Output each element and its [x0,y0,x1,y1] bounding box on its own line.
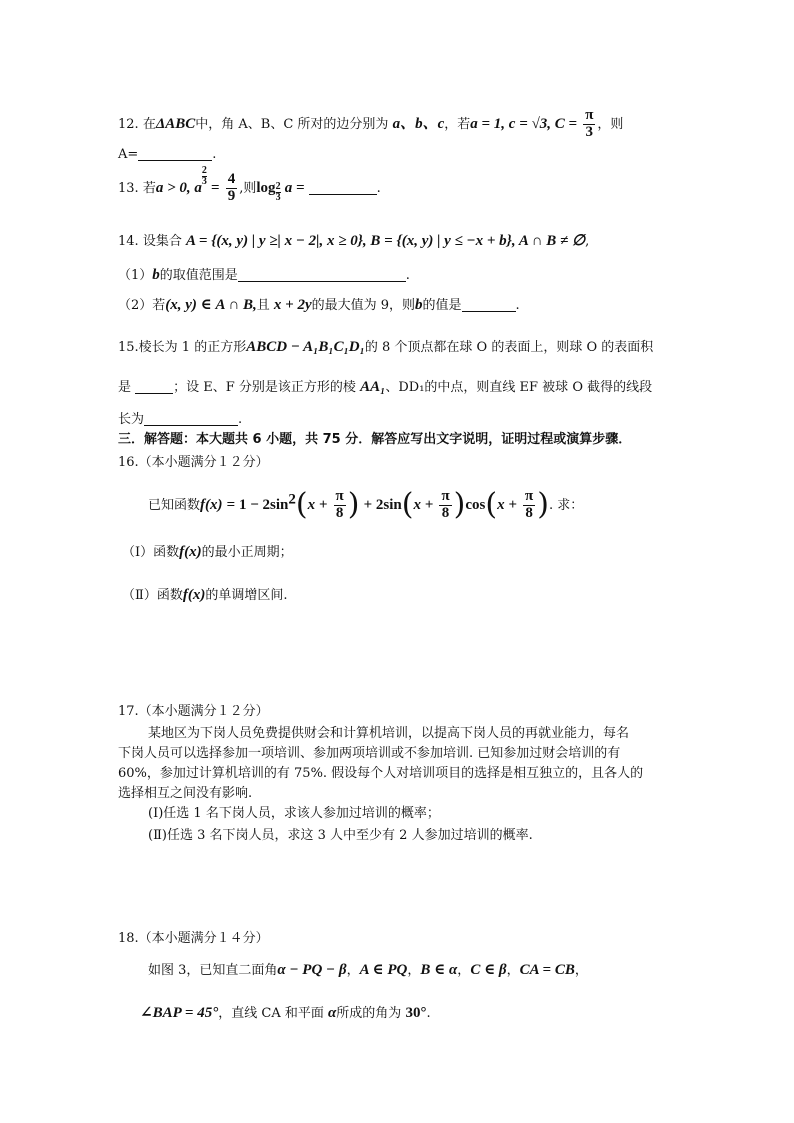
q14-number: 14. [118,234,139,249]
q15-edge1: AA₁ [360,379,386,395]
q14-part2-text: 的值是 [422,298,462,313]
q18-degree: 30° [405,1005,427,1021]
q16-part1-text: 的最小正周期； [201,545,293,560]
q13-exponent [202,166,207,187]
q16-part2-text: 的单调增区间. [205,588,288,603]
q13-fraction [226,172,238,205]
q15-blank1[interactable] [135,379,173,394]
q13-text: 若 [142,180,156,196]
q15-line3 [118,411,242,428]
q17-header: 17.（本小题满分１２分） [118,704,269,719]
q14-part1-var: b [152,267,160,283]
q16-plus2sin: + 2sin [363,497,402,513]
q16-function [148,487,583,523]
q14-text: 设集合 [142,234,182,249]
q18-header: 18.（本小题满分１４分） [118,931,269,946]
q16-eight: 8 [335,505,344,521]
q14-part1-blank[interactable] [238,267,406,282]
q13-equals: = [211,179,220,196]
q18-comma: ， [506,963,520,978]
q12-text: ，若 [444,116,471,132]
left-paren-icon: ( [401,487,414,522]
q13-log-den: 3 [275,192,281,203]
q16-square: 2 [288,491,296,508]
q17-paragraph-line1: 某地区为下岗人员免费提供财会和计算机培训，以提高下岗人员的再就业能力，每名 [148,726,630,741]
q16-part1-label: （Ⅰ）函数 [122,545,180,560]
q18-cond2: B ∈ α [420,962,458,978]
q17-paragraph-line2: 下岗人员可以选择参加一项培训、参加两项培训或不参加培训. 已知参加过财会培训的有 [118,746,621,761]
q17-paragraph-line3: 60%，参加过计算机培训的有 75%. 假设每个人对培训项目的选择是相互独立的，且各人的 [118,766,644,781]
q12-text: 中，角 A、B、C 所对的边分别为 [195,116,389,132]
q13-log: log [256,179,276,196]
q18-angle-bap: ∠BAP = 45° [140,1005,219,1021]
q16-header: 16.（本小题满分１２分） [118,455,269,470]
q18-text: 所成的角为 [336,1006,402,1021]
q12-vars: a、b、c [392,115,445,132]
right-paren-icon: ) [347,487,360,522]
q15-sep: 、 [385,380,399,395]
left-paren-icon: ( [485,487,498,522]
q14-part1 [118,266,410,284]
q14-part2-expr: x + 2y [273,297,312,313]
q13-exp-num: 2 [201,165,207,176]
q13-text: ,则 [239,180,257,196]
q12-line2: A= . [118,147,217,162]
q18-dihedral: α − PQ − β [277,962,347,978]
left-paren-icon: ( [295,487,308,522]
q16-fraction [523,489,535,522]
q14-part2-blank[interactable] [462,297,516,312]
q16-fx: f(x) [182,587,206,603]
q14-part1-text: 的取值范围是 [159,268,238,283]
q12-triangle: ΔABC [155,115,196,132]
q16-pi: π [441,488,450,505]
q18-line1 [148,961,588,979]
q14-end: . [405,268,410,283]
q16-part1 [122,543,293,561]
q18-end: . [426,1006,431,1021]
q13-log-base [276,182,281,203]
q14-part2-text: 且 [256,298,270,313]
q18-comma: ， [346,963,360,978]
q13-exp-den: 3 [201,176,207,187]
q14-end: . [515,298,520,313]
q18-alpha: α [327,1005,337,1021]
q13-four: 4 [227,171,236,187]
q13-condition: a > 0, a [155,179,202,196]
q17-part2: (Ⅱ)任选 3 名下岗人员，求这 3 人中至少有 2 人参加过培训的概率. [148,828,533,843]
q16-fraction [439,489,451,522]
q15-cube: ABCD − A₁B₁C₁D₁ [246,339,365,355]
q12-answer-blank[interactable] [138,146,212,161]
q12-three: 3 [585,123,594,140]
q12-text: ，则 [597,116,624,132]
q16-eq1: = 1 − 2sin [226,497,289,513]
q13-answer-blank[interactable] [309,180,377,195]
q12-text: 在 [142,116,156,132]
q16-cos: cos [465,497,486,513]
q18-intro: 如图 3，已知直二面角 [148,963,278,978]
q17-part1: (Ⅰ)任选 1 名下岗人员，求该人参加过培训的概率； [148,806,440,821]
q15-edge2: DD₁ [398,380,425,395]
q18-comma: ， [574,963,588,978]
q15-end: . [238,412,243,427]
q14-part2-var: b [415,297,423,313]
q12-answer-label: A= [118,147,139,162]
q13-a-equals: a = [284,179,305,196]
section3-title: 三．解答题：本大题共 6 小题，共 75 分．解答应写出文字说明，证明过程或演算步骤． [118,432,632,447]
q12-number: 12. [118,116,139,132]
q15-text: 的 8 个顶点都在球 O 的表面上，则球 O 的表面积 [364,340,654,355]
q15-line1 [118,338,653,356]
q18-comma: ， [407,963,421,978]
q15-text: 的中点，则直线 EF 被球 O 截得的线段 [424,380,653,395]
q18-cond4: CA = CB [519,962,575,978]
right-paren-icon: ) [537,487,549,522]
q17-paragraph-line4: 选择相互之间没有影响. [118,786,253,801]
q12-pi: π [585,107,594,123]
q16-end: . 求： [548,498,584,513]
right-paren-icon: ) [453,487,466,522]
q18-line2 [140,1004,431,1022]
q14-part2 [118,296,520,314]
q16-x-plus: x + [413,497,434,513]
q15-line2 [118,378,652,396]
q18-text: ，直线 CA 和平面 [218,1006,324,1021]
q12-condition: a = 1, c = √3, C = [470,115,578,132]
q16-pi: π [525,488,534,505]
q16-eight: 8 [441,505,450,521]
q16-eight: 8 [525,505,533,521]
q14-line1 [118,232,589,250]
q13-number: 13. [118,180,139,196]
q14-part2-cond: (x, y) ∈ A ∩ B, [165,297,257,313]
q16-fx: f(x) [179,544,202,560]
q13-log-num: 2 [275,181,281,192]
q12-fraction [583,108,595,141]
q15-blank2[interactable] [144,411,238,426]
q16-x-plus: x + [307,497,328,513]
q16-part2-label: （Ⅱ）函数 [122,588,183,603]
q16-x-plus: x + [497,497,517,513]
q16-intro: 已知函数 [148,498,201,513]
q14-part2-text: 的最大值为 9，则 [311,298,416,313]
q14-comma: , [585,234,590,249]
q15-text: 15.棱长为 1 的正方形 [118,340,247,355]
q13-end: . [376,180,381,196]
q13-line [118,165,381,205]
q15-text: ；设 E、F 分别是该正方形的棱 [173,380,356,395]
q15-text: 是 [118,380,132,395]
q15-text: 长为 [118,412,145,427]
q18-comma: ， [457,963,471,978]
q18-cond1: A ∈ PQ [359,962,408,978]
q16-fraction [334,489,346,522]
q14-part1-label: （1） [118,268,153,283]
q16-pi: π [335,488,344,505]
q13-nine: 9 [227,187,236,204]
q12-line1 [118,108,623,141]
q18-cond3: C ∈ β [470,962,507,978]
q14-sets: A = {(x, y) | y ≥| x − 2|, x ≥ 0}, B = {(x, y) | y ≤ −x + b}, A ∩ B ≠ ∅ [185,233,586,249]
q16-part2 [122,586,287,604]
q16-fx: f(x) [200,497,223,513]
q14-part2-label: （2）若 [118,298,166,313]
